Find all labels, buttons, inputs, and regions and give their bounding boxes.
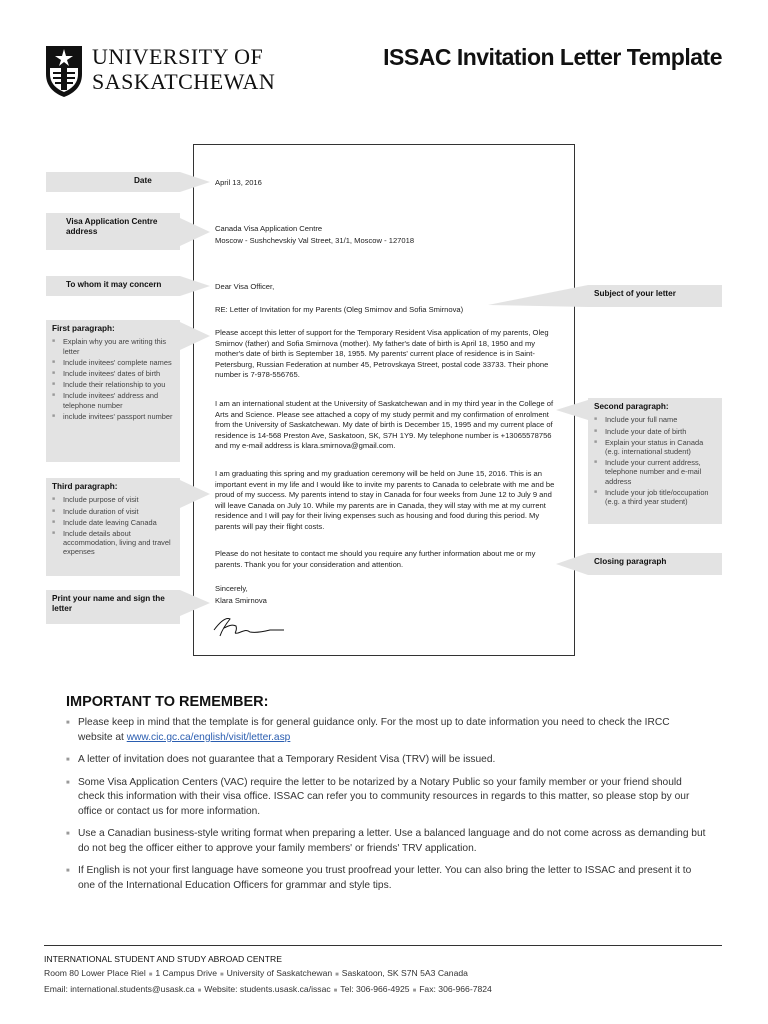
label-visa-centre-pointer [180,218,210,246]
label-whom [46,276,180,296]
footer-address-2: 1 Campus Drive [155,968,217,978]
letter-paragraph-1: Please accept this letter of support for the Temporary Resident Visa application of my parents, Oleg Smirnov (father) and Sofia Smirnova (mother). My father's date of birth is April 18, 1950 and my mother's date of birth is September 18, 1955. My parents' current place of residence is in Saint-Petersburg, Russian Federation at number 45, Petrovskaya Street, postal code 33733. Their phone number is 7-978-556765. [215,328,549,380]
university-name-line2: SASKATCHEWAN [92,69,276,94]
list-item: ■ Include invitees' dates of birth [52,369,174,378]
list-item: ■ Use a Canadian business-style writing format when preparing a letter. Use a balanced language and do not come across as demanding but do not beg the officer either to approve your family members' or friends' TRV application. [66,827,706,856]
footer-tel: Tel: 306-966-4925 [340,984,410,994]
footer-org: INTERNATIONAL STUDENT AND STUDY ABROAD CENTRE [44,954,282,964]
letter-paragraph-2: I am an international student at the University of Saskatchewan and in my third year in the College of Arts and Science. Please see attached a copy of my study permit and my confirmation of enrolment from the University of Saskatchewan. My date of birth is December 15, 1995 and my current place of residence is 14-568 Preston Ave, Saskatoon, SK, S7H 1Y9. My telephone number is +13065578756 and my e-mail address is klara.smirnova@gmail.com. [215,399,554,451]
label-first-paragraph-pointer [180,322,210,352]
letter-date: April 13, 2016 [215,178,262,187]
label-date-text: Date [134,176,152,185]
footer-address-1: Room 80 Lower Place Riel [44,968,146,978]
important-list [66,716,706,901]
label-sign-text: Print your name and sign the letter [52,594,165,614]
label-sign-pointer [180,590,210,616]
list-item: ■ Include duration of visit [52,507,174,516]
list-item: ■ Explain your status in Canada (e.g. international student) [594,438,716,456]
university-logo [44,44,276,100]
label-date [46,172,180,192]
letter-salutation: Dear Visa Officer, [215,282,275,291]
list-item: ■ Include your date of birth [594,427,716,436]
label-whom-text: To whom it may concern [66,280,162,289]
list-item: ■ Include your full name [594,415,716,424]
footer-address-4: Saskatoon, SK S7N 5A3 Canada [341,968,468,978]
letter-subject: RE: Letter of Invitation for my Parents (Oleg Smirnov and Sofia Smirnova) [215,305,464,314]
label-visa-centre [46,213,180,250]
list-item: ■ Include invitees' address and telephone number [52,391,174,409]
list-item: ■ Include your job title/occupation (e.g. a third year student) [594,488,716,506]
ircc-link[interactable]: www.cic.gc.ca/english/visit/letter.asp [126,731,291,743]
label-date-pointer [180,172,210,192]
list-item [66,716,706,745]
label-second-paragraph-title: Second paragraph: [594,402,669,411]
label-sign [46,590,180,624]
label-closing-text: Closing paragraph [594,557,667,566]
list-item: ■ A letter of invitation does not guarantee that a Temporary Resident Visa (TRV) will be issued. [66,753,706,768]
letter-paragraph-3: I am graduating this spring and my graduation ceremony will be held on June 15, 2016. This is an important event in my life and I would like to invite my parents to Canada to celebrate with me and be proud of my success. My parents intend to stay in Canada for four weeks from June 12 to July 9 and will leave Canada on July 10. While my parents are in Canada, they will stay with me at my current residence and I will pay for their living expenses such as housing and food during this period. My parents will pay their flight costs. [215,469,555,531]
signature-icon [210,614,290,640]
footer-contact: Email: international.students@usask.ca ■ Website: students.usask.ca/issac ■ Tel: 306-966-4925 ■ Fax: 306-966-7824 [44,984,492,994]
label-whom-pointer [180,276,210,296]
footer [44,952,492,998]
letter-closing: Please do not hesitate to contact me should you require any further information about me or my parents. Thank you for your consideration and attention. [215,549,536,569]
list-item: ■ Include your current address, telephone number and e-mail address [594,458,716,486]
label-third-paragraph-pointer [180,480,210,508]
letter-recipient-line1: Canada Visa Application Centre [215,224,323,233]
label-third-paragraph [46,478,180,576]
letter-signoff: Sincerely, [215,584,248,593]
important-title: IMPORTANT TO REMEMBER: [66,694,269,710]
label-first-paragraph [46,320,180,462]
label-first-paragraph-title: First paragraph: [52,324,115,333]
label-third-paragraph-title: Third paragraph: [52,482,118,491]
label-closing-pointer [556,553,588,575]
list-item: ■ Explain why you are writing this letter [52,337,174,355]
footer-divider [44,945,722,946]
label-second-paragraph [588,398,722,524]
list-item: ■ If English is not your first language have someone you trust proofread your letter. You can also bring the letter to ISSAC and present it to one of the International Education Officers for grammar and style tips. [66,864,706,893]
list-item: ■ include invitees' passport number [52,412,174,421]
label-subject [588,285,722,307]
letter-name: Klara Smirnova [215,596,267,605]
list-item: ■ Include date leaving Canada [52,518,174,527]
list-item: ■ Include details about accommodation, living and travel expenses [52,529,174,557]
footer-address-3: University of Saskatchewan [226,968,333,978]
letter-recipient-line2: Moscow - Sushchevskiy Val Street, 31/1, Moscow - 127018 [215,236,415,245]
label-second-paragraph-pointer [556,400,588,420]
footer-email: Email: international.students@usask.ca [44,984,195,994]
list-item: ■ Include invitees' complete names [52,358,174,367]
label-visa-centre-text: Visa Application Centre address [66,217,158,237]
label-closing [588,553,722,575]
university-crest-icon [44,44,84,98]
label-subject-text: Subject of your letter [594,289,676,298]
list-item: ■ Some Visa Application Centers (VAC) require the letter to be notarized by a Notary Public so your family member or your friend should check this information with their visa office. ISSAC can refer you to community resources in regards to this matter, so please stop by our office or contact us for more information. [66,776,706,820]
university-name-line1: UNIVERSITY OF [92,44,264,69]
page-title: ISSAC Invitation Letter Template [383,44,722,70]
footer-address: Room 80 Lower Place Riel ■ 1 Campus Drive ■ University of Saskatchewan ■ Saskatoon, SK S7N 5A3 Canada [44,968,468,978]
label-subject-pointer [488,285,588,307]
important-item-1-text: Please keep in mind that the template is for general guidance only. For the most up to date information you need to check the IRCC website at [78,717,670,743]
list-item: ■ Include their relationship to you [52,380,174,389]
list-item: ■ Include purpose of visit [52,495,174,504]
footer-website: Website: students.usask.ca/issac [204,984,331,994]
footer-fax: Fax: 306-966-7824 [419,984,492,994]
